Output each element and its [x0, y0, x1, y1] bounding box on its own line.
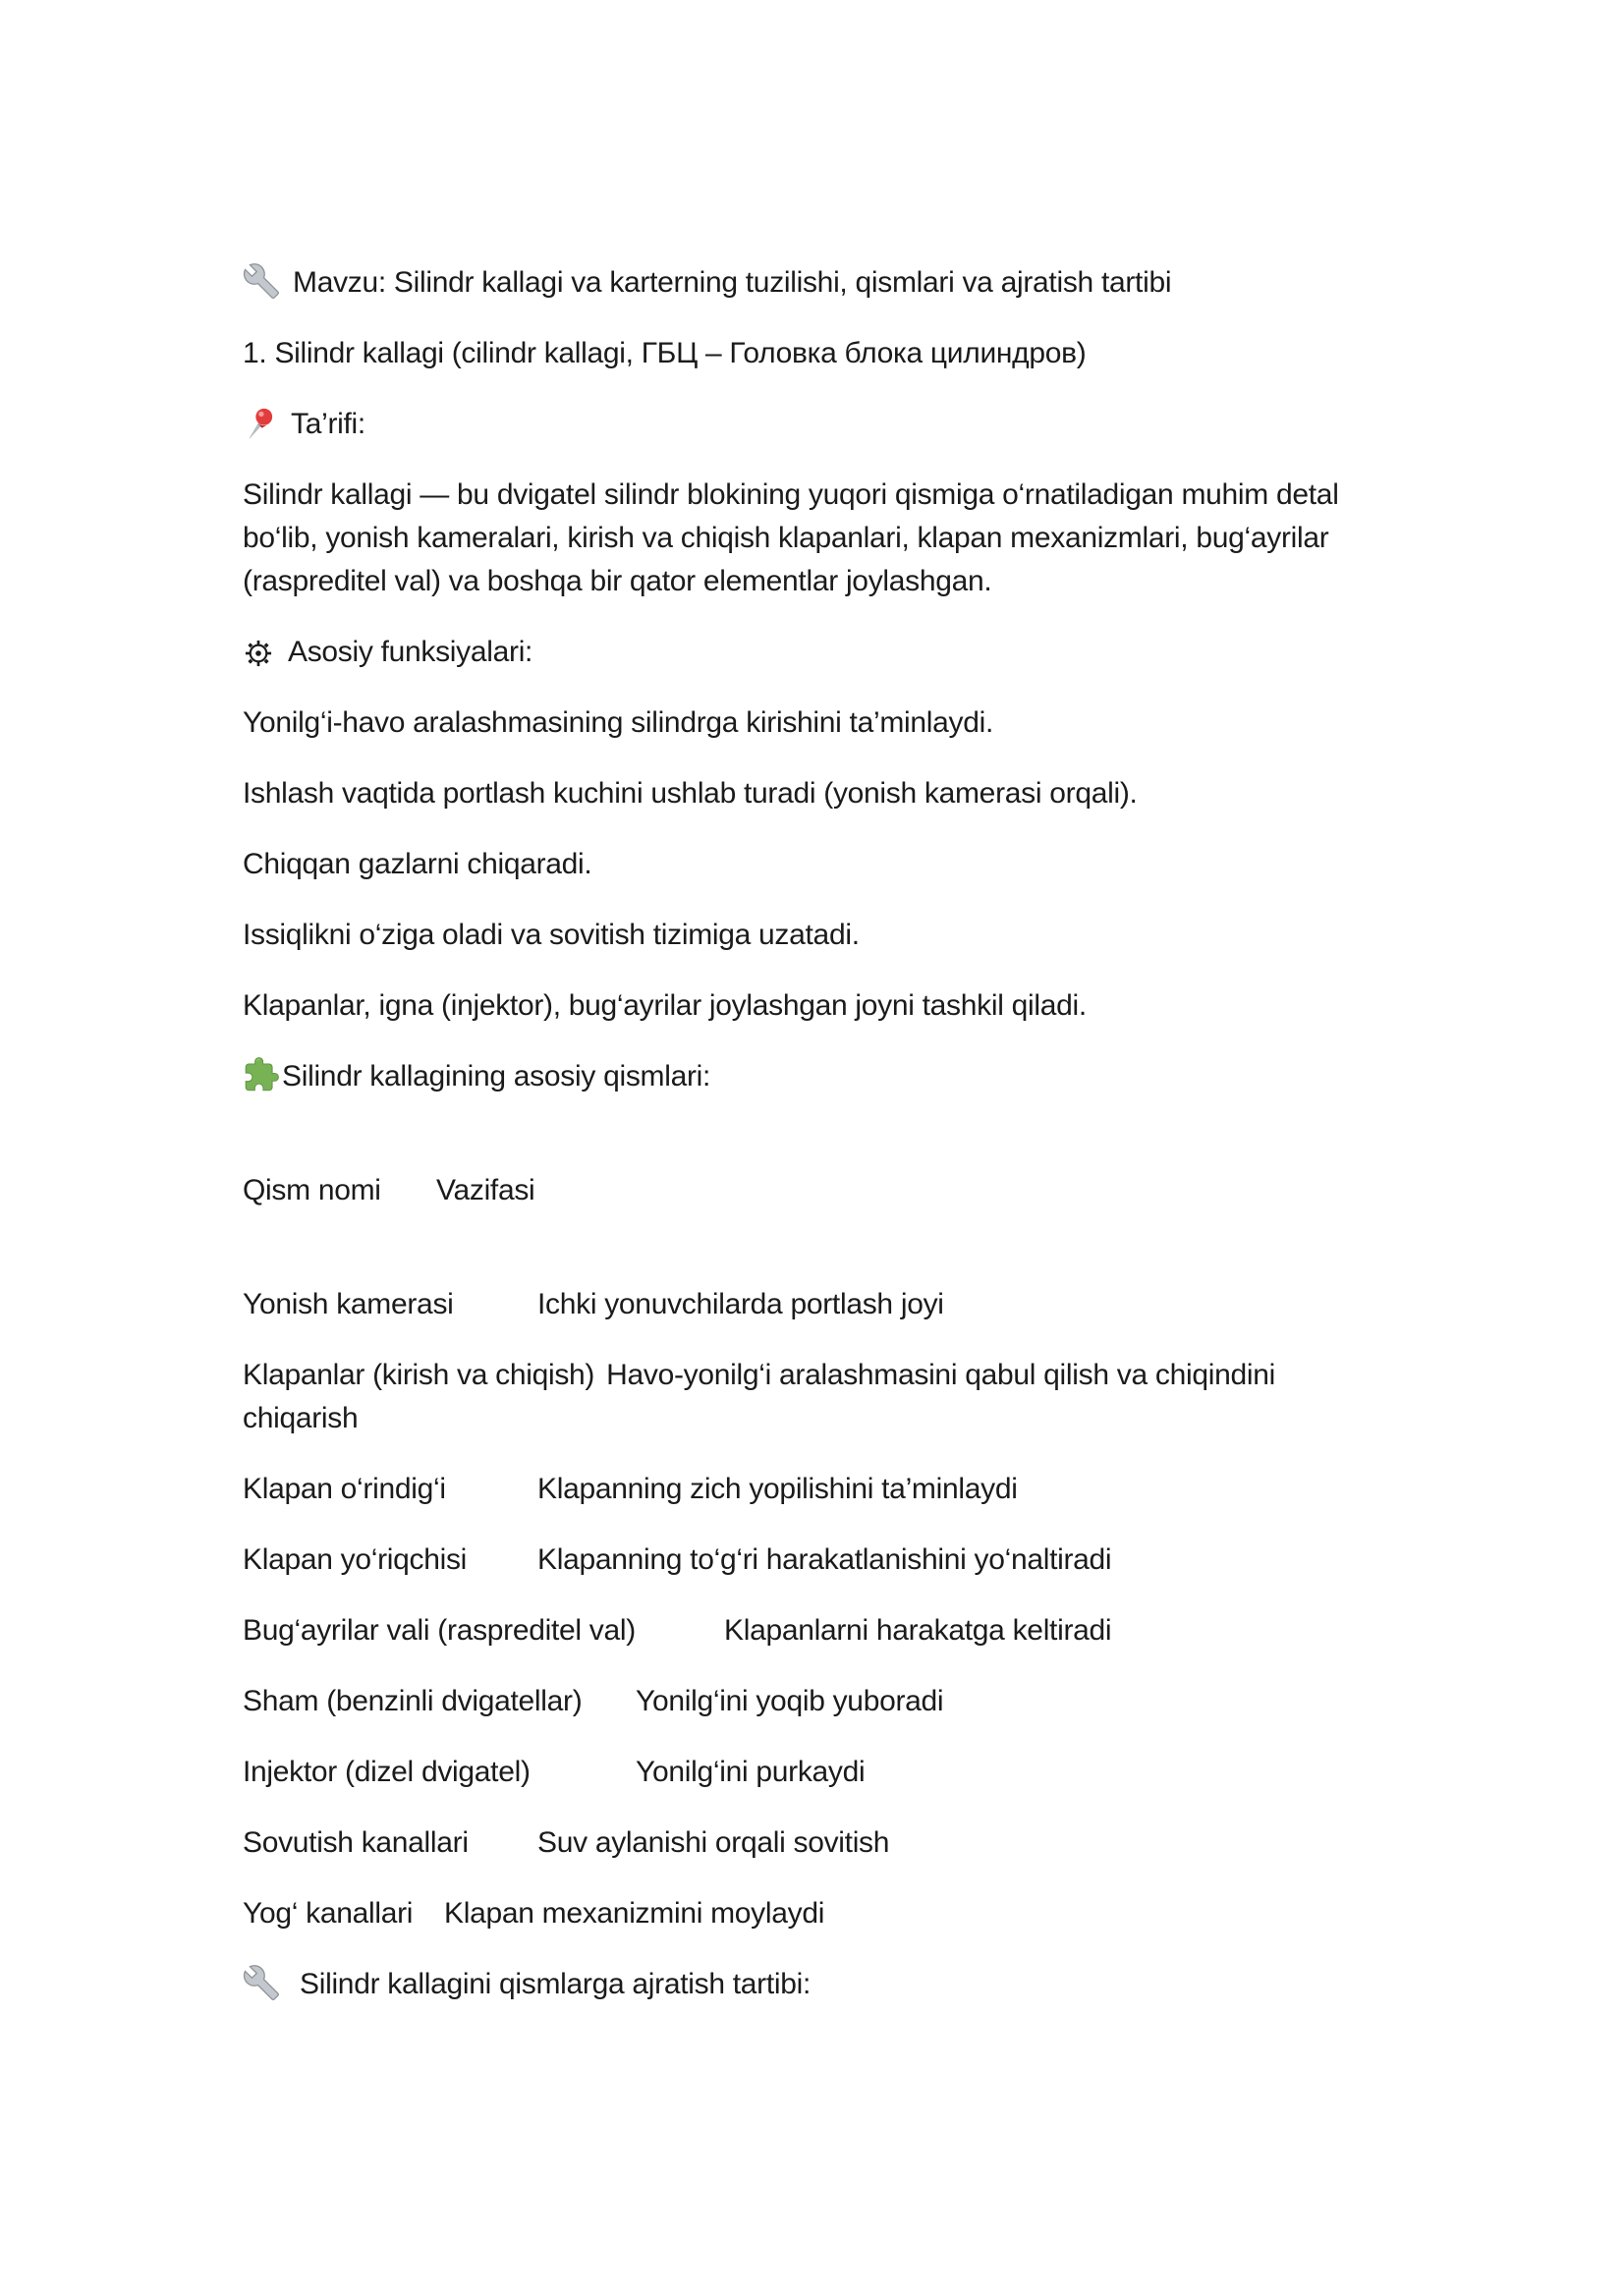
table-row: [243, 1821, 1382, 1865]
section-heading: 1. Silindr kallagi (cilindr kallagi, ГБЦ – Головка блока цилиндров): [243, 337, 1087, 369]
definition-paragraph: Silindr kallagi — bu dvigatel silindr blokining yuqori qismiga o‘rnatiladigan muhim detal bo‘lib, yonish kameralari, kirish va chiqish klapanlari, klapan mexanizmlari, bug‘ayrilar (raspreditel val) va boshqa bir qator elementlar joylashgan.: [243, 478, 1339, 597]
table-row: [243, 1468, 1382, 1511]
parts-label: Silindr kallagining asosiy qismlari:: [282, 1060, 711, 1092]
part-name: Klapan yo‘riqchisi: [243, 1543, 468, 1576]
wrench-icon: [243, 262, 280, 300]
doc-title-line: [243, 261, 1382, 305]
table-row: [243, 1680, 1382, 1723]
part-name: Yonish kamerasi: [243, 1288, 454, 1320]
part-desc: Ichki yonuvchilarda portlash joyi: [537, 1288, 944, 1320]
table-header-qism-nomi: Qism nomi: [243, 1174, 381, 1206]
part-name: Bug‘ayrilar vali (raspreditel val): [243, 1614, 636, 1647]
function-item: Ishlash vaqtida portlash kuchini ushlab turadi (yonish kamerasi orqali).: [243, 777, 1138, 810]
parts-heading: [243, 1055, 1382, 1098]
pushpin-icon: [243, 406, 278, 441]
part-desc: Klapanlarni harakatga keltiradi: [724, 1614, 1112, 1647]
gear-icon: [243, 638, 274, 669]
part-name: Injektor (dizel dvigatel): [243, 1756, 531, 1788]
doc-title: Mavzu: Silindr kallagi va karterning tuzilishi, qismlari va ajratish tartibi: [293, 266, 1172, 299]
table-row: [243, 1539, 1382, 1582]
puzzle-icon: [243, 1056, 280, 1093]
function-item: Yonilg‘i-havo aralashmasining silindrga kirishini ta’minlaydi.: [243, 706, 994, 739]
function-item: Chiqqan gazlarni chiqaradi.: [243, 848, 592, 880]
part-name: Yog‘ kanallari: [243, 1897, 414, 1930]
table-row: [243, 1609, 1382, 1652]
function-item: Klapanlar, igna (injektor), bug‘ayrilar joylashgan joyni tashkil qiladi.: [243, 989, 1087, 1022]
part-desc: Suv aylanishi orqali sovitish: [537, 1826, 890, 1859]
order-heading: [243, 1963, 1382, 2006]
tarifi-line: [243, 403, 1382, 446]
wrench-icon: [243, 1964, 280, 2001]
part-desc: Klapanning zich yopilishini ta’minlaydi: [537, 1473, 1018, 1505]
part-name: Klapanlar (kirish va chiqish): [243, 1359, 595, 1391]
part-desc: Klapan mexanizmini moylaydi: [444, 1897, 825, 1930]
functions-heading: [243, 631, 1382, 674]
part-desc: Yonilg‘ini purkaydi: [636, 1756, 866, 1788]
part-desc: Yonilg‘ini yoqib yuboradi: [636, 1685, 944, 1717]
order-label: Silindr kallagini qismlarga ajratish tartibi:: [300, 1968, 812, 2000]
function-item: Issiqlikni o‘ziga oladi va sovitish tizimiga uzatadi.: [243, 919, 860, 951]
table-row: [243, 1354, 1382, 1440]
table-header-row: [243, 1169, 1382, 1212]
table-header-vazifasi: Vazifasi: [436, 1174, 535, 1206]
table-row: [243, 1892, 1382, 1935]
part-desc: Havo-yonilg‘i aralashmasini qabul qilish va chiqindini chiqarish: [243, 1359, 1275, 1434]
part-name: Sham (benzinli dvigatellar): [243, 1685, 583, 1717]
tarifi-label: Ta’rifi:: [291, 408, 365, 440]
table-row: [243, 1751, 1382, 1794]
functions-label: Asosiy funksiyalari:: [288, 636, 533, 668]
part-desc: Klapanning to‘g‘ri harakatlanishini yo‘naltiradi: [537, 1543, 1112, 1576]
document-body: [243, 261, 1382, 2006]
table-row: [243, 1283, 1382, 1326]
part-name: Klapan o‘rindig‘i: [243, 1473, 446, 1505]
part-name: Sovutish kanallari: [243, 1826, 469, 1859]
